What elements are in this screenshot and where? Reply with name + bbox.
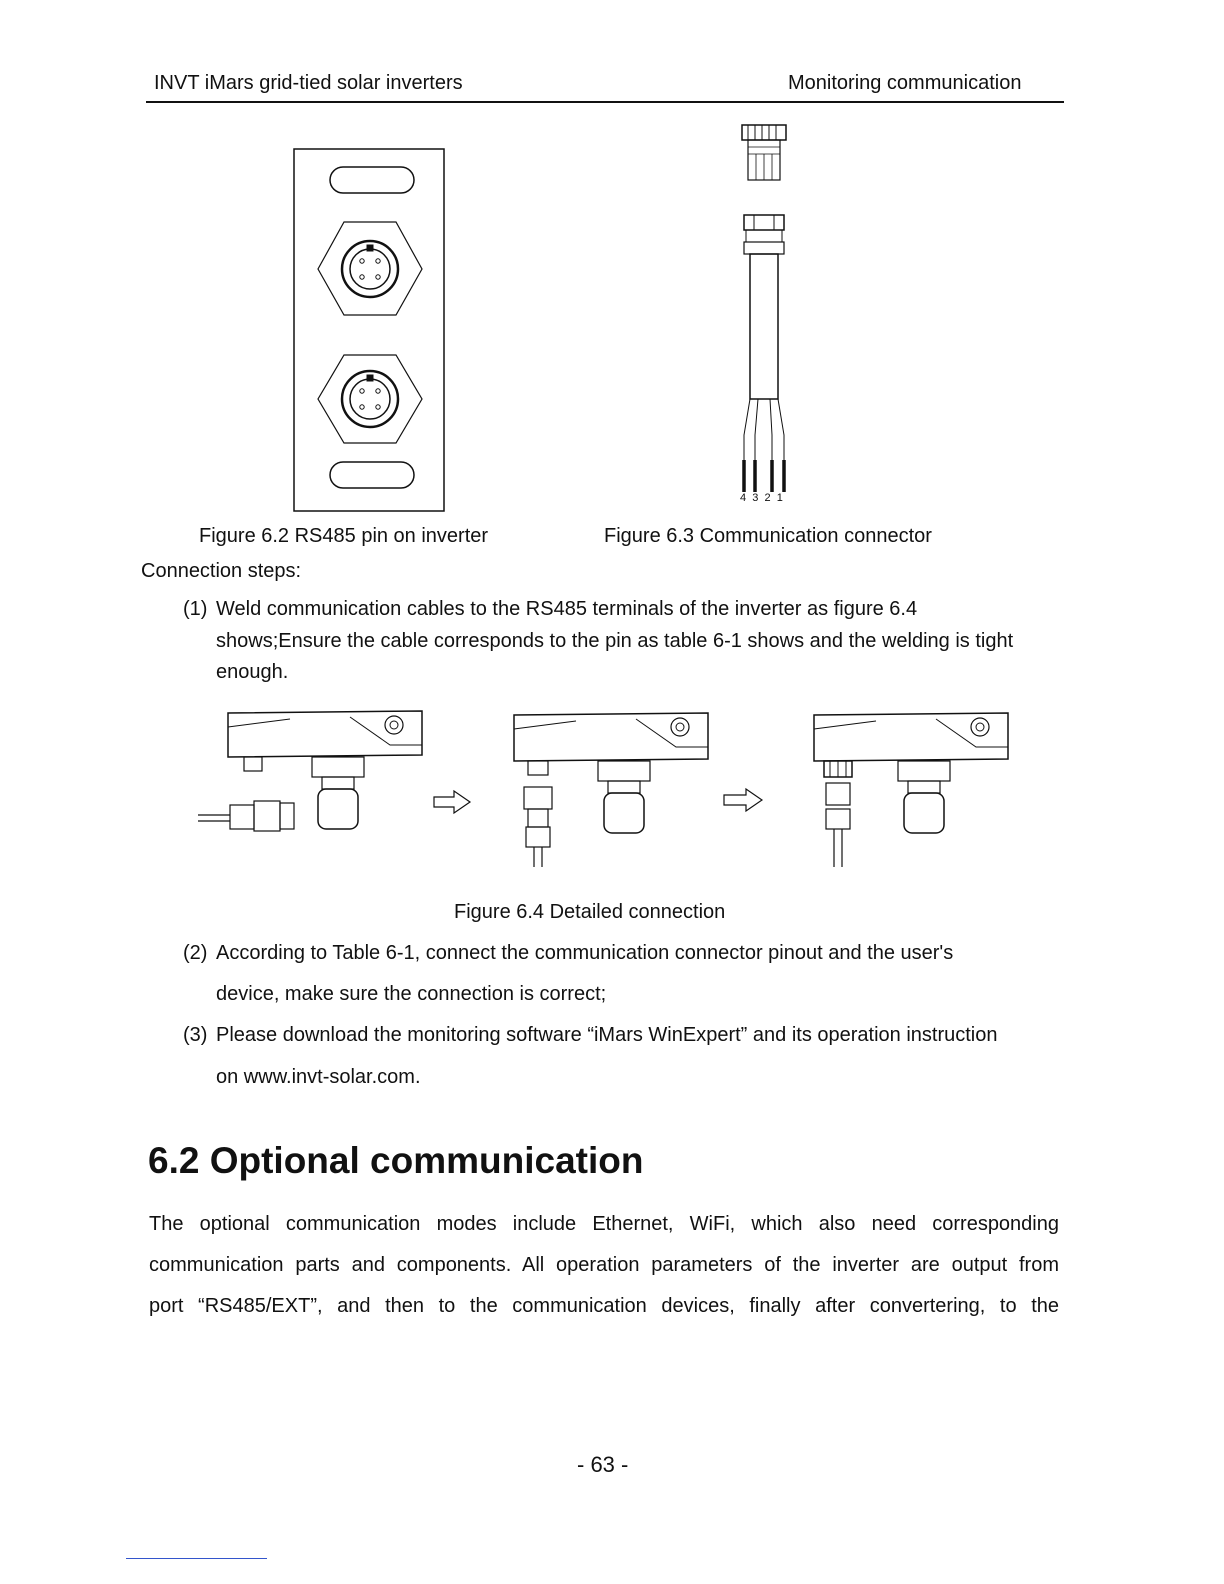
step-number: (1) (183, 598, 208, 620)
step-line: on www.invt-solar.com. (216, 1066, 421, 1088)
figure-6-3-pin-labels (740, 492, 783, 504)
running-header-title: INVT iMars grid-tied solar inverters (154, 72, 463, 94)
step-line: According to Table 6-1, connect the communication connector pinout and the user's (216, 942, 954, 964)
figure-6-3-connector-cable (730, 120, 800, 500)
step-line: Weld communication cables to the RS485 terminals of the inverter as figure 6.4 (216, 598, 918, 620)
step-number: (2) (183, 942, 208, 964)
steps-label: Connection steps: (141, 560, 302, 582)
section-paragraph-line: communication parts and components. All operation parameters of the inverter are output from (149, 1254, 1059, 1276)
figure-6-4-caption: Figure 6.4 Detailed connection (454, 901, 726, 923)
step-line: shows;Ensure the cable corresponds to the pin as table 6-1 shows and the welding is tight (216, 630, 1014, 652)
footnote-rule (126, 1558, 267, 1559)
pin-label: 1 (776, 492, 783, 504)
step-line: device, make sure the connection is correct; (216, 983, 607, 1005)
stage-3-connected (814, 713, 1008, 867)
figure-6-2-rs485-panel (290, 145, 450, 515)
section-paragraph-line: The optional communication modes include Ethernet, WiFi, which also need corresponding (149, 1213, 1059, 1235)
pin-label: 2 (764, 492, 771, 504)
step-line: Please download the monitoring software “iMars WinExpert” and its operation instruction (216, 1024, 998, 1046)
page-number: - 63 - (577, 1452, 629, 1477)
header-rule (146, 101, 1064, 103)
figure-6-4-detailed-connection (190, 705, 1020, 875)
step-line: enough. (216, 661, 289, 683)
running-header-section: Monitoring communication (788, 72, 1022, 94)
stage-2-inserting (514, 713, 708, 867)
section-paragraph-line: port “RS485/EXT”, and then to the communication devices, finally after convertering, to the (149, 1295, 1059, 1317)
figure-6-3-caption: Figure 6.3 Communication connector (604, 525, 932, 547)
pin-label: 4 (740, 492, 747, 504)
figure-6-2-caption: Figure 6.2 RS485 pin on inverter (199, 525, 489, 547)
stage-1-unplugged (198, 711, 422, 831)
step-number: (3) (183, 1024, 208, 1046)
pin-label: 3 (752, 492, 759, 504)
section-heading: 6.2 Optional communication (148, 1140, 644, 1181)
